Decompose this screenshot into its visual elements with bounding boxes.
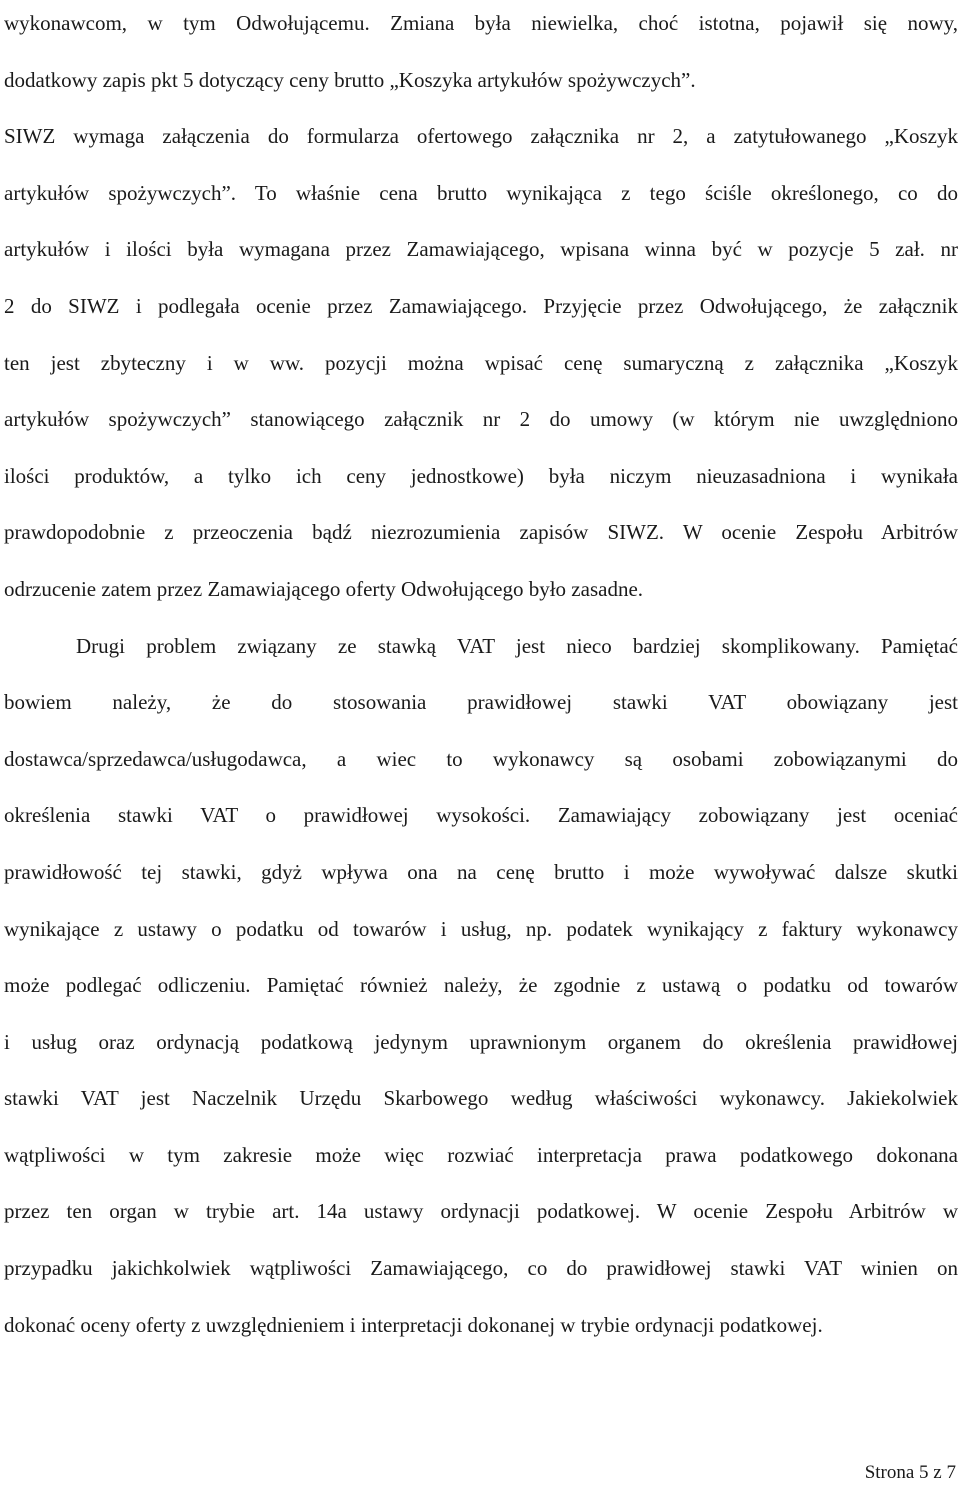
text-line: wątpliwości w tym zakresie może więc rozwiać interpretacja prawa podatkowego dokonana	[4, 1142, 958, 1167]
text-line: odrzucenie zatem przez Zamawiającego oferty Odwołującego było zasadne.	[4, 576, 644, 601]
text-line: wynikające z ustawy o podatku od towarów i usług, np. podatek wynikający z faktury wykonawcy	[4, 916, 958, 941]
text-line: bowiem należy, że do stosowania prawidłowej stawki VAT obowiązany jest	[4, 690, 958, 715]
text-line: dokonać oceny oferty z uwzględnieniem i interpretacji dokonanej w trybie ordynacji podatkowej.	[4, 1312, 823, 1337]
text-line: przez ten organ w trybie art. 14a ustawy ordynacji podatkowej. W ocenie Zespołu Arbitrów w	[4, 1199, 958, 1224]
body-text	[4, 0, 958, 1353]
text-line: może podlegać odliczeniu. Pamiętać również należy, że zgodnie z ustawą o podatku od towarów	[4, 973, 958, 998]
text-line: Drugi problem związany ze stawką VAT jest nieco bardziej skomplikowany. Pamiętać	[76, 633, 958, 658]
paragraph-2	[4, 618, 958, 1354]
paragraph-1	[4, 0, 958, 618]
text-line: artykułów spożywczych”. To właśnie cena brutto wynikająca z tego ściśle określonego, co do	[4, 180, 958, 205]
text-line: ilości produktów, a tylko ich ceny jednostkowe) była niczym nieuzasadniona i wynikała	[4, 463, 958, 488]
text-line: artykułów i ilości była wymagana przez Zamawiającego, wpisana winna być w pozycje 5 zał. nr	[4, 237, 958, 262]
text-line: SIWZ wymaga załączenia do formularza ofertowego załącznika nr 2, a zatytułowanego „Koszyk	[4, 124, 958, 149]
text-line: dostawca/sprzedawca/usługodawca, a wiec to wykonawcy są osobami zobowiązanymi do	[4, 746, 958, 771]
text-line: stawki VAT jest Naczelnik Urzędu Skarbowego według właściwości wykonawcy. Jakiekolwiek	[4, 1086, 958, 1111]
text-line: i usług oraz ordynacją podatkową jedynym uprawnionym organem do określenia prawidłowej	[4, 1029, 958, 1054]
text-line: wykonawcom, w tym Odwołującemu. Zmiana była niewielka, choć istotna, pojawił się nowy,	[4, 11, 958, 35]
text-line: ten jest zbyteczny i w ww. pozycji można wpisać cenę sumaryczną z załącznika „Koszyk	[4, 350, 958, 375]
text-line: prawidłowość tej stawki, gdyż wpływa ona na cenę brutto i może wywoływać dalsze skutki	[4, 859, 958, 884]
text-line: określenia stawki VAT o prawidłowej wysokości. Zamawiający zobowiązany jest oceniać	[4, 803, 958, 828]
text-line: prawdopodobnie z przeoczenia bądź niezrozumienia zapisów SIWZ. W ocenie Zespołu Arbitrów	[4, 520, 958, 545]
text-line: przypadku jakichkolwiek wątpliwości Zamawiającego, co do prawidłowej stawki VAT winien on	[4, 1256, 958, 1281]
page-number: Strona 5 z 7	[864, 1462, 956, 1483]
text-line: 2 do SIWZ i podlegała ocenie przez Zamawiającego. Przyjęcie przez Odwołującego, że załącznik	[4, 293, 958, 318]
text-line: artykułów spożywczych” stanowiącego załącznik nr 2 do umowy (w którym nie uwzględniono	[4, 407, 958, 432]
text-line: dodatkowy zapis pkt 5 dotyczący ceny brutto „Koszyka artykułów spożywczych”.	[4, 67, 696, 92]
